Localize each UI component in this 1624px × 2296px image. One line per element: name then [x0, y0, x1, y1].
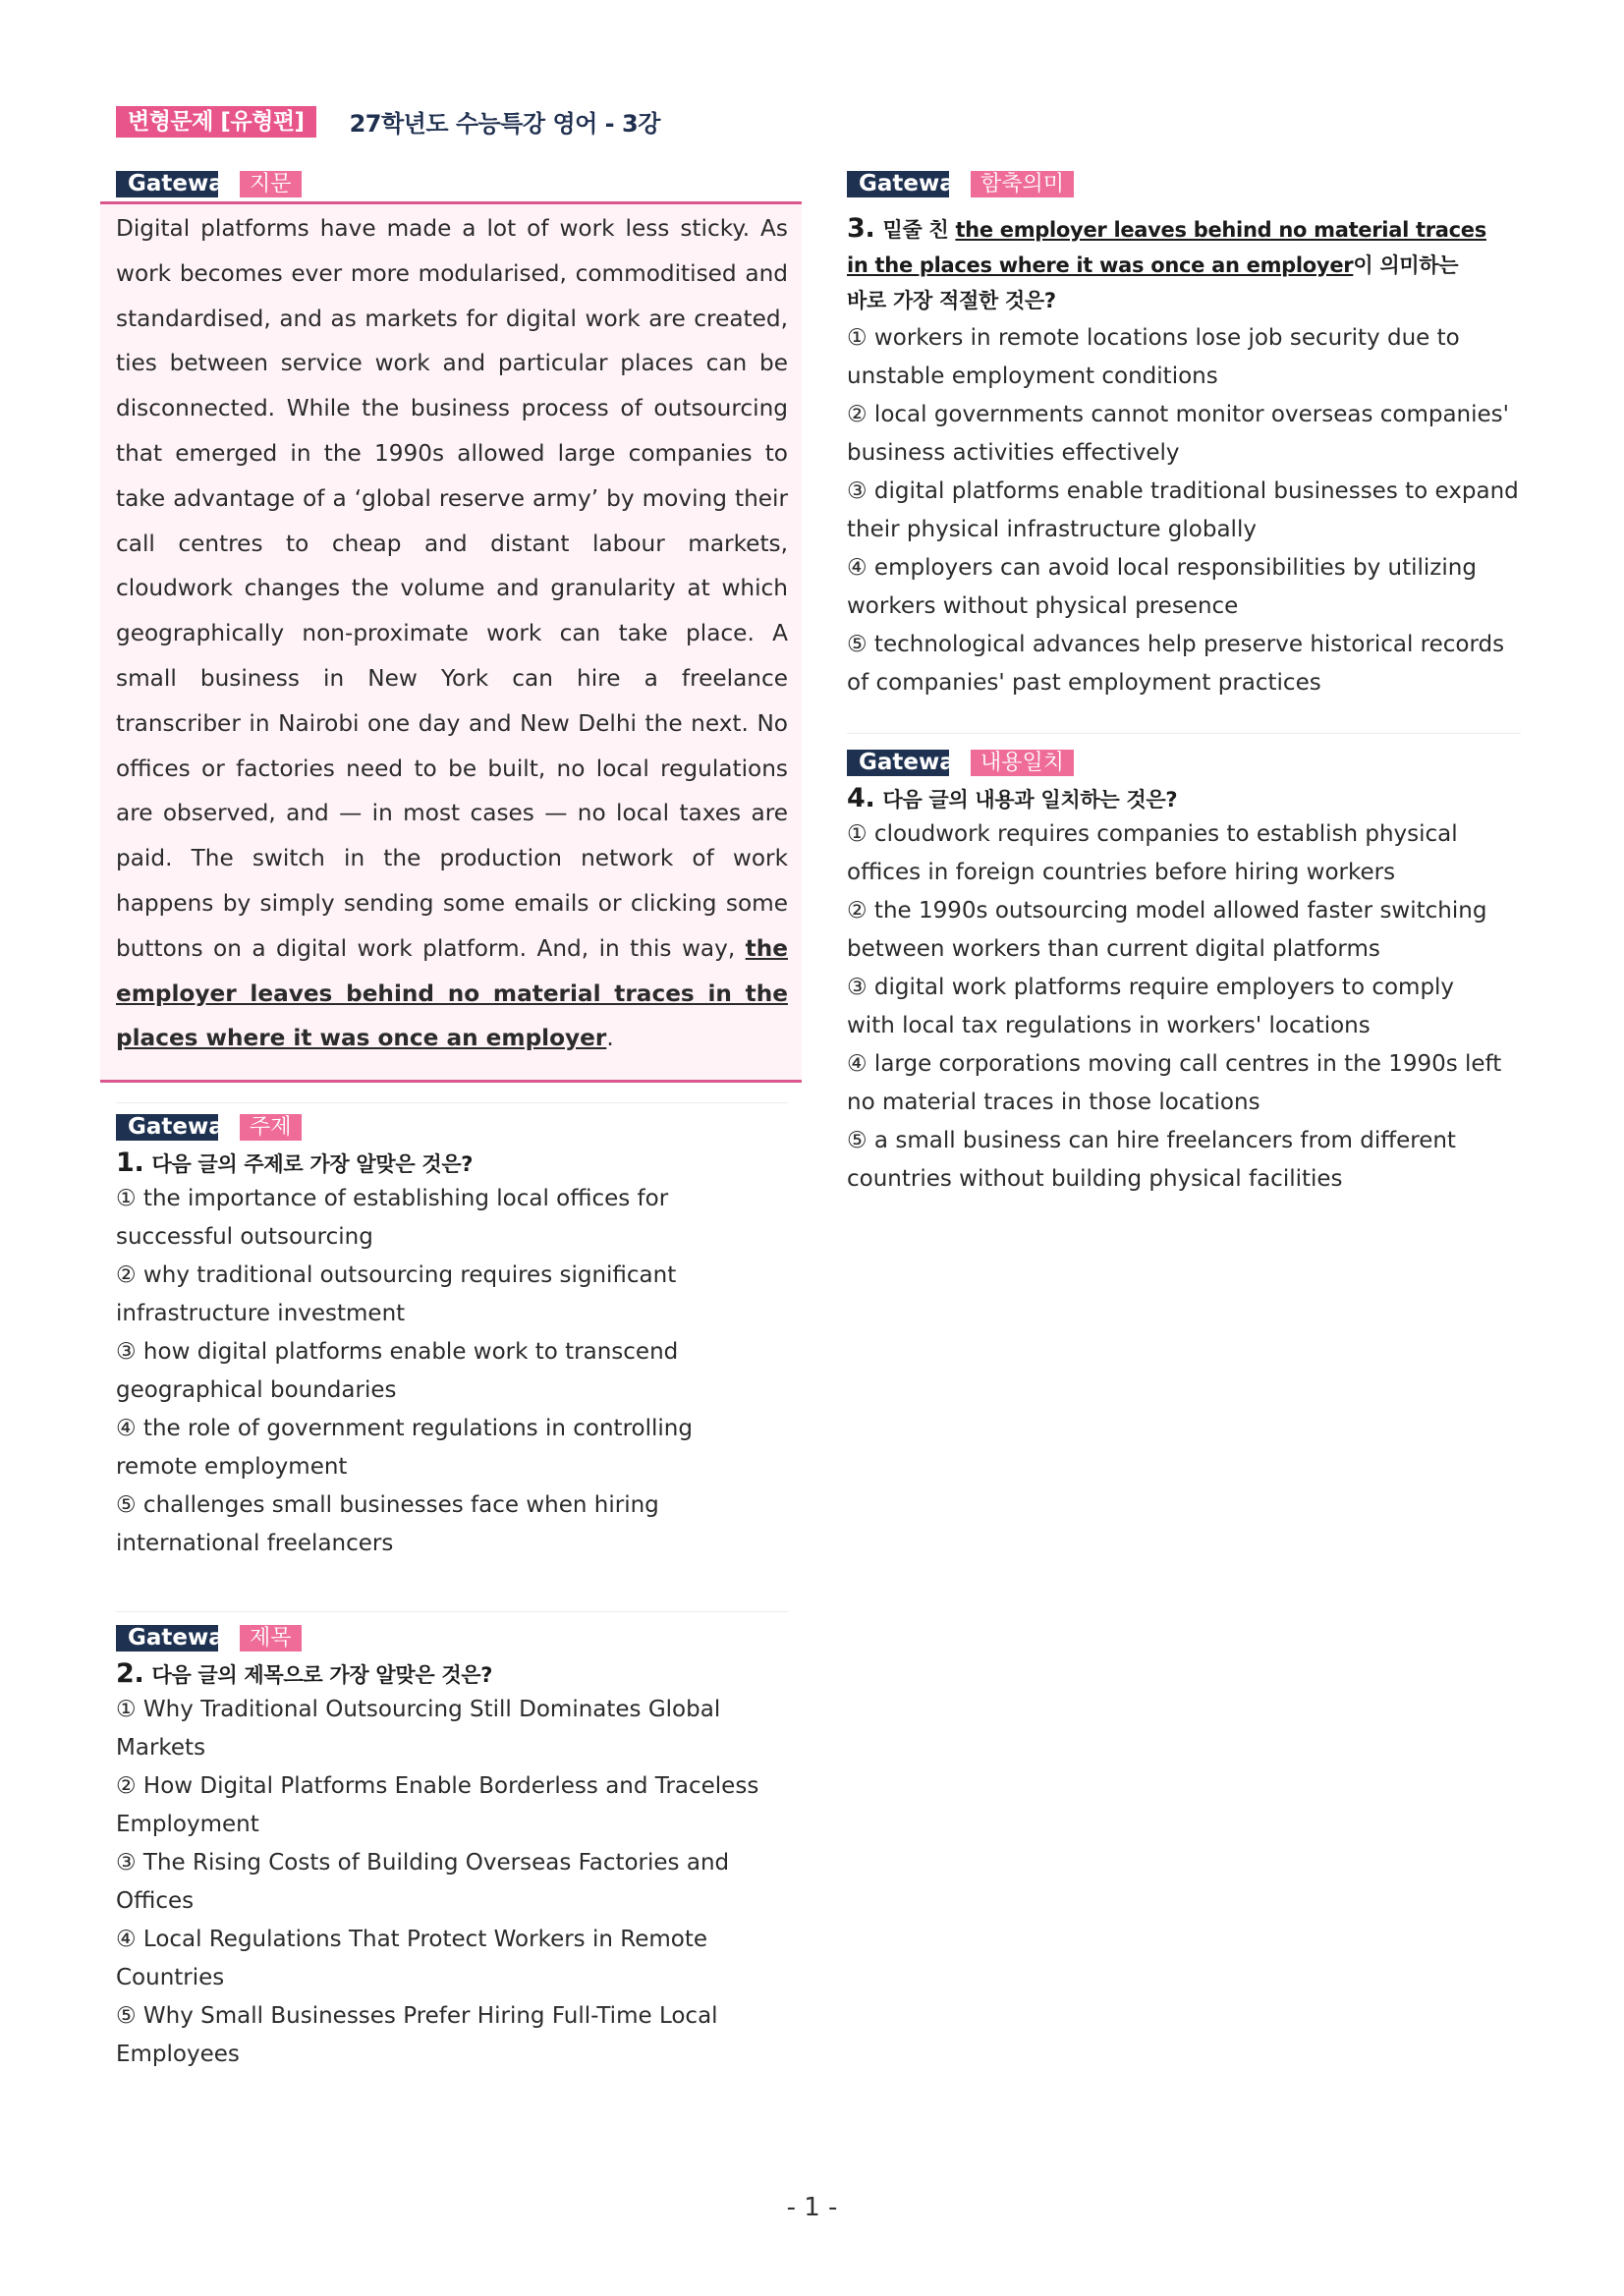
q3-option-line: ⑤ technological advances help preserve historical records — [847, 632, 1505, 657]
q3-title — [847, 211, 1521, 318]
q4-option-line: ④ large corporations moving call centres in the 1990s left — [847, 1051, 1502, 1077]
q4-question: 다음 글의 내용과 일치하는 것은? — [882, 788, 1178, 812]
q1-option-line: remote employment — [116, 1454, 348, 1480]
q1-option-line: ④ the role of government regulations in controlling — [116, 1416, 693, 1441]
q2-option-line: ② How Digital Platforms Enable Borderless and Traceless — [116, 1773, 759, 1799]
q1-option-line: international freelancers — [116, 1531, 394, 1556]
passage-underlined: the employer leaves behind no material traces in the places where it was once an employer — [116, 934, 788, 1052]
q3-prefix: 밑줄 친 — [882, 218, 956, 242]
q4-option-line: ⑤ a small business can hire freelancers from different — [847, 1128, 1456, 1153]
q2-options — [116, 1691, 788, 2074]
q3-option-line: ④ employers can avoid local responsibilities by utilizing — [847, 555, 1477, 581]
q2-option-line: ③ The Rising Costs of Building Overseas Factories and — [116, 1850, 730, 1876]
passage-kind-tag: 지문 — [240, 171, 302, 197]
q2-option-line: Markets — [116, 1735, 206, 1761]
q3-kind-tag: 함축의미 — [971, 171, 1074, 197]
q1-option-line: ③ how digital platforms enable work to transcend — [116, 1339, 679, 1365]
question-1 — [116, 1114, 788, 1563]
passage-tag-row — [116, 171, 788, 197]
q1-number: 1. — [116, 1148, 144, 1178]
q1-option-line: infrastructure investment — [116, 1301, 406, 1326]
question-3 — [847, 171, 1521, 702]
q3-option-line: ③ digital platforms enable traditional businesses to expand — [847, 478, 1519, 504]
q3-option-line: of companies' past employment practices — [847, 670, 1321, 696]
q3-option-line: workers without physical presence — [847, 593, 1239, 619]
q4-number: 4. — [847, 783, 875, 813]
q1-option-line: ② why traditional outsourcing requires significant — [116, 1262, 677, 1288]
gateway-tag: Gateway — [116, 171, 218, 197]
q3-option-line: business activities effectively — [847, 440, 1180, 466]
q1-kind-tag: 주제 — [240, 1114, 302, 1141]
header-title: 27학년도 수능특강 영어 - 3강 — [349, 110, 660, 138]
q2-question: 다음 글의 제목으로 가장 알맞은 것은? — [151, 1663, 493, 1687]
header-badge: 변형문제 [유형편] — [116, 106, 316, 138]
q3-option-line: ② local governments cannot monitor overseas companies' — [847, 402, 1509, 427]
q3-options — [847, 319, 1521, 702]
q2-option-line: ⑤ Why Small Businesses Prefer Hiring Full-Time Local — [116, 2003, 718, 2029]
q3-underlined-1: the employer leaves behind no material traces — [955, 218, 1486, 242]
q2-kind-tag: 제목 — [240, 1625, 302, 1652]
q1-option-line: geographical boundaries — [116, 1377, 397, 1403]
page-number: - 1 - — [786, 2193, 838, 2222]
q4-option-line: ① cloudwork requires companies to establish physical — [847, 821, 1458, 847]
q4-title — [847, 783, 1521, 813]
q3-number: 3. — [847, 213, 875, 244]
q3-suffix-2: 바로 가장 적절한 것은? — [847, 289, 1056, 312]
q2-option-line: ④ Local Regulations That Protect Workers in Remote — [116, 1927, 707, 1952]
q3-option-line: unstable employment conditions — [847, 364, 1218, 389]
q2-option-line: Countries — [116, 1965, 225, 1990]
q1-option-line: successful outsourcing — [116, 1224, 373, 1250]
passage-end: . — [606, 1025, 614, 1052]
q4-kind-tag: 내용일치 — [971, 750, 1074, 776]
q3-option-line: ① workers in remote locations lose job security due to — [847, 325, 1460, 351]
q1-option-line: ① the importance of establishing local offices for — [116, 1186, 669, 1211]
passage-body: Digital platforms have made a lot of work less sticky. As work becomes ever more modularised, commoditised and standardised, and as markets for digital work are created, ties between service work and particular places can be disconnected. While the business process of outsourcing that emerged in the 1990s allowed large companies to take advantage of a ‘global reserve army’ by moving their call centres to cheap and distant labour markets, cloudwork changes the volume and granularity at which geographically non-proximate work can take place. A small business in New York can hire a freelance transcriber in Nairobi one day and New Delhi the next. No offices or factories need to be built, no local regulations are observed, and — in most cases — no local taxes are paid. The switch in the production network of work happens by simply sending some emails or clicking some buttons on a digital work platform. And, in this way, — [116, 215, 788, 962]
divider — [116, 1102, 788, 1103]
q1-title — [116, 1150, 788, 1177]
q4-option-line: between workers than current digital platforms — [847, 936, 1380, 962]
q2-title — [116, 1658, 788, 1689]
divider — [116, 1611, 788, 1612]
q4-option-line: with local tax regulations in workers' locations — [847, 1013, 1371, 1038]
divider — [847, 733, 1521, 734]
passage-text — [116, 206, 788, 1061]
page-header — [116, 104, 660, 139]
question-4 — [847, 750, 1521, 1199]
q4-option-line: ③ digital work platforms require employers to comply — [847, 975, 1455, 1000]
q4-option-line: countries without building physical facilities — [847, 1166, 1343, 1192]
q1-question: 다음 글의 주제로 가장 알맞은 것은? — [151, 1152, 474, 1176]
q4-option-line: no material traces in those locations — [847, 1090, 1260, 1115]
q2-option-line: Employment — [116, 1812, 259, 1837]
gateway-tag: Gateway — [116, 1625, 218, 1652]
q3-underlined-2: in the places where it was once an employer — [847, 253, 1354, 277]
q2-option-line: ① Why Traditional Outsourcing Still Dominates Global — [116, 1697, 721, 1722]
q4-option-line: offices in foreign countries before hiring workers — [847, 860, 1396, 885]
q3-suffix-1: 이 의미하는 — [1353, 253, 1459, 277]
gateway-tag: Gateway — [116, 1114, 218, 1141]
gateway-tag: Gateway — [847, 171, 949, 197]
gateway-tag: Gateway — [847, 750, 949, 776]
q4-option-line: ② the 1990s outsourcing model allowed faster switching — [847, 898, 1487, 924]
question-2 — [116, 1625, 788, 2074]
q2-option-line: Offices — [116, 1888, 195, 1914]
q4-options — [847, 815, 1521, 1199]
q2-number: 2. — [116, 1658, 144, 1689]
q3-option-line: their physical infrastructure globally — [847, 517, 1257, 542]
q1-option-line: ⑤ challenges small businesses face when hiring — [116, 1492, 659, 1518]
q1-options — [116, 1180, 788, 1563]
q2-option-line: Employees — [116, 2042, 240, 2067]
